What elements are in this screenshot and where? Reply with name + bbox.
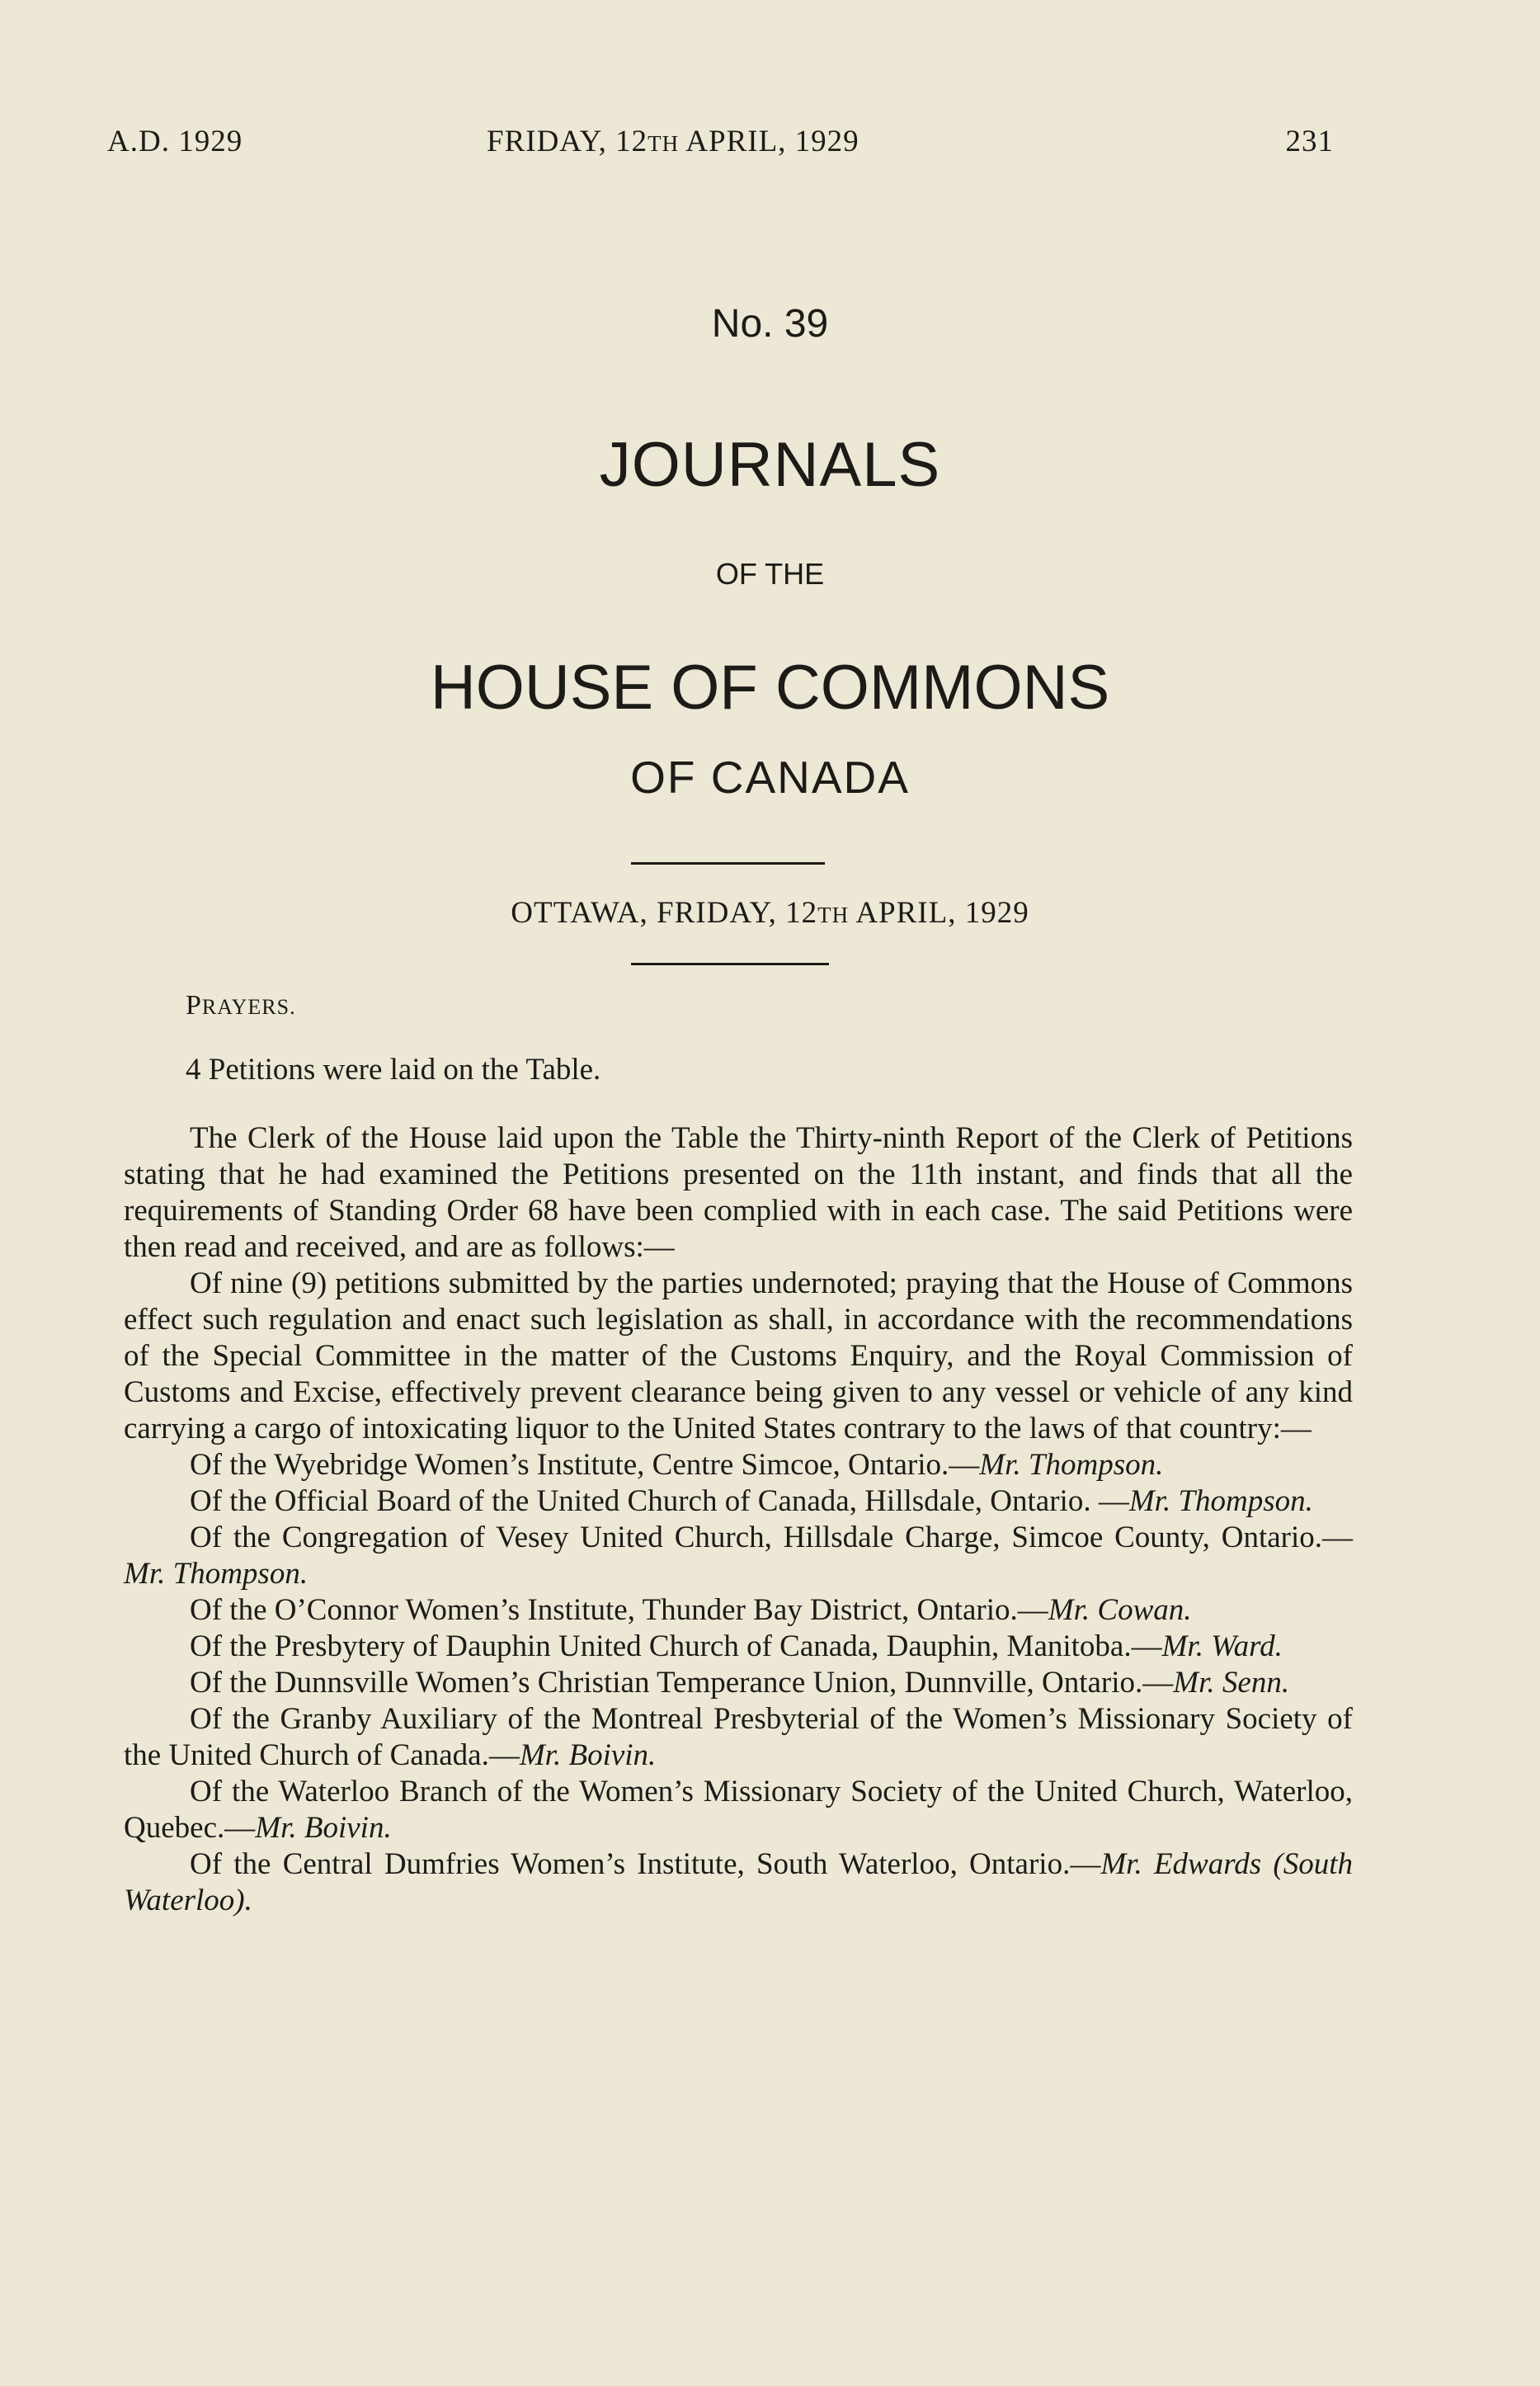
petition-member: Mr. Boivin. [519,1738,657,1772]
petition-text: Of the Central Dumfries Women’s Institute, South Waterloo, Ontario.— [190,1847,1101,1881]
petition-text: Of the Waterloo Branch of the Women’s Missionary Society of the United Church, Waterloo, Quebec.— [124,1775,1353,1845]
title-of-the: OF THE [715,557,825,591]
petition-text: Of the Congregation of Vesey United Church, Hillsdale Charge, Simcoe County, Ontario.— [190,1521,1353,1554]
dateline [0,895,1540,931]
nine-petitions-paragraph: Of nine (9) petitions submitted by the parties undernoted; praying that the House of Commons effect such regulation and enact such legislation as shall, in accordance with the recommendations of the Special Committee in the matter of the Customs Enquiry, and the Royal Commission of Customs and Excise, effectively prevent clearance being given to any vessel or vehicle of any kind carrying a cargo of intoxicating liquor to the United States contrary to the laws of that country:— [124,1266,1353,1445]
petition-text: Of the Wyebridge Women’s Institute, Centre Simcoe, Ontario.— [190,1448,980,1482]
header-date-suffix: TH [648,131,680,156]
petition-member: Mr. Thompson. [979,1448,1164,1482]
petition-text: Of the Granby Auxiliary of the Montreal Presbyterial of the Women’s Missionary Society of the United Church of Canada.— [124,1702,1353,1772]
dateline-pre: OTTAWA, FRIDAY, 12 [511,896,818,930]
petition-text: Of the Official Board of the United Church of Canada, Hillsdale, Ontario. — [190,1484,1129,1518]
year-label: A.D. 1929 [107,125,243,158]
petition-member: Mr. Boivin. [255,1811,392,1845]
petition-text: Of the O’Connor Women’s Institute, Thunder Bay District, Ontario.— [190,1593,1048,1627]
title-house-of-commons: HOUSE OF COMMONS [430,653,1110,723]
petition-entry [124,1774,1353,1846]
divider-rule [631,862,825,865]
petitions-laid-entry: 4 Petitions were laid on the Table. [186,1053,601,1087]
petition-member: Mr. Ward. [1161,1629,1283,1663]
title-of-canada: OF CANADA [630,752,910,803]
petition-entry [124,1846,1353,1919]
header-date-post: APRIL, 1929 [679,125,859,158]
petition-member: Mr. Edwards (South Waterloo). [124,1847,1353,1917]
petition-entry [124,1701,1353,1774]
journal-body [124,1120,1353,1919]
petition-entry [124,1520,1353,1592]
petition-member: Mr. Cowan. [1048,1593,1192,1627]
petition-text: Of the Presbytery of Dauphin United Church of Canada, Dauphin, Manitoba.— [190,1629,1162,1663]
petition-member: Mr. Thompson. [124,1557,308,1591]
petition-member: Mr. Thompson. [1128,1484,1313,1518]
petition-entry [124,1592,1353,1629]
petition-entry [124,1447,1353,1483]
header-date [487,124,859,159]
dateline-suffix: TH [817,903,850,927]
header-date-pre: FRIDAY, 12 [487,125,648,158]
dateline-post: APRIL, 1929 [849,896,1029,930]
running-head [107,124,1334,165]
page-number: 231 [1285,125,1334,158]
petition-entry [124,1665,1353,1701]
issue-number: No. 39 [711,302,829,346]
divider-rule [631,963,829,965]
prayers-rest: RAYERS. [201,995,296,1019]
petition-text: Of the Dunnsville Women’s Christian Temperance Union, Dunnville, Ontario.— [190,1666,1174,1700]
report-paragraph: The Clerk of the House laid upon the Table the Thirty-ninth Report of the Clerk of Petitions stating that he had examined the Petitions presented on the 11th instant, and finds that all the requirements of Standing Order 68 have been complied with in each case. The said Petitions were then read and received, and are as follows:— [124,1121,1353,1264]
title-journals: JOURNALS [599,430,941,500]
prayers-cap: P [186,990,202,1021]
petition-entry [124,1629,1353,1665]
prayers-heading [186,990,296,1021]
petition-member: Mr. Senn. [1173,1666,1290,1700]
petition-entry [124,1483,1353,1520]
